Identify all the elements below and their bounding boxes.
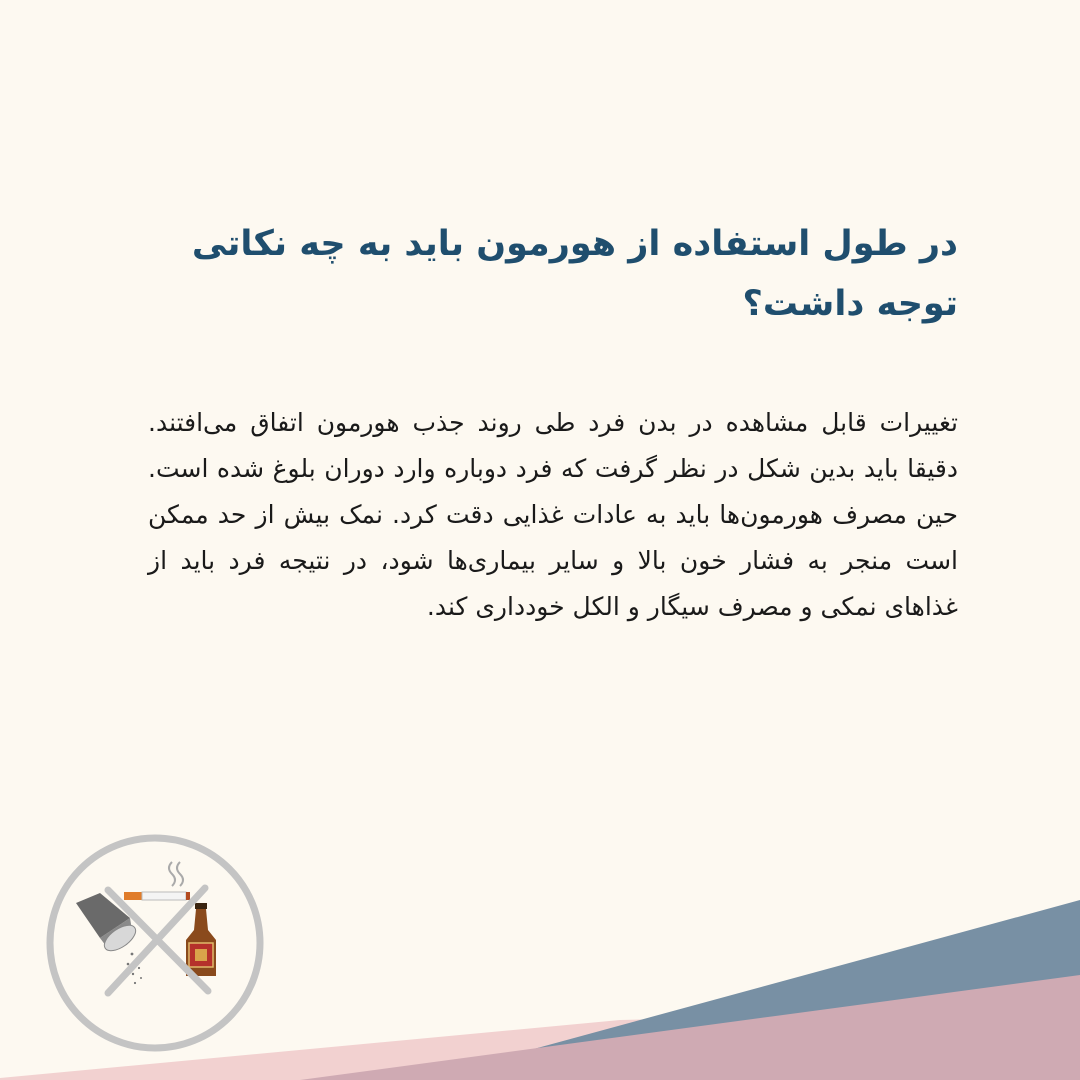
mauve-stripe xyxy=(300,975,1080,1080)
body-paragraph: تغییرات قابل مشاهده در بدن فرد طی روند جذب هورمون اتفاق می‌افتند. دقیقا باید بدین شکل در نظر گرفت که فرد دوباره وارد دوران بلوغ شده است. حین مصرف هورمون‌ها باید به عادات غذایی دقت کرد. نمک بیش از حد ممکن است منجر به فشار خون بالا و سایر بیماری‌ها شود، در نتیجه فرد باید از غذاهای نمکی و مصرف سیگار و الکل خودداری کند. xyxy=(148,408,958,621)
page-title: در طول استفاده از هورمون باید به چه نکاتی توجه داشت؟ xyxy=(191,224,958,324)
prohibition-sign-icon xyxy=(50,838,260,1048)
cigarette-icon xyxy=(124,862,190,900)
beer-bottle-icon xyxy=(186,903,216,976)
no-salt-smoking-alcohol-icon xyxy=(40,828,270,1058)
